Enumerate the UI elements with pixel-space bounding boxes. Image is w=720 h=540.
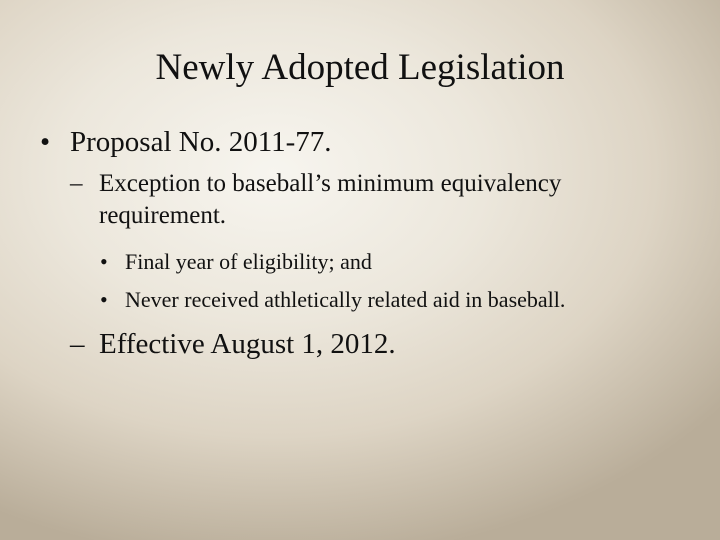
sub-bullet-effective: Effective August 1, 2012.: [99, 328, 396, 360]
sub-bullet-exception-line1: Exception to baseball’s minimum equivalency: [99, 170, 562, 197]
bullet-marker: •: [40, 126, 51, 158]
bullet-marker: •: [100, 287, 108, 312]
bullet-marker: •: [100, 249, 108, 274]
sub-sub-bullet-never-received: Never received athletically related aid in baseball.: [125, 287, 566, 312]
dash-marker: –: [70, 328, 85, 360]
bullet-proposal: Proposal No. 2011-77.: [70, 126, 332, 158]
slide-title: Newly Adopted Legislation: [155, 47, 565, 88]
sub-bullet-exception-line2: requirement.: [99, 202, 227, 229]
dash-marker: –: [70, 170, 83, 197]
sub-sub-bullet-final-year: Final year of eligibility; and: [125, 249, 372, 274]
